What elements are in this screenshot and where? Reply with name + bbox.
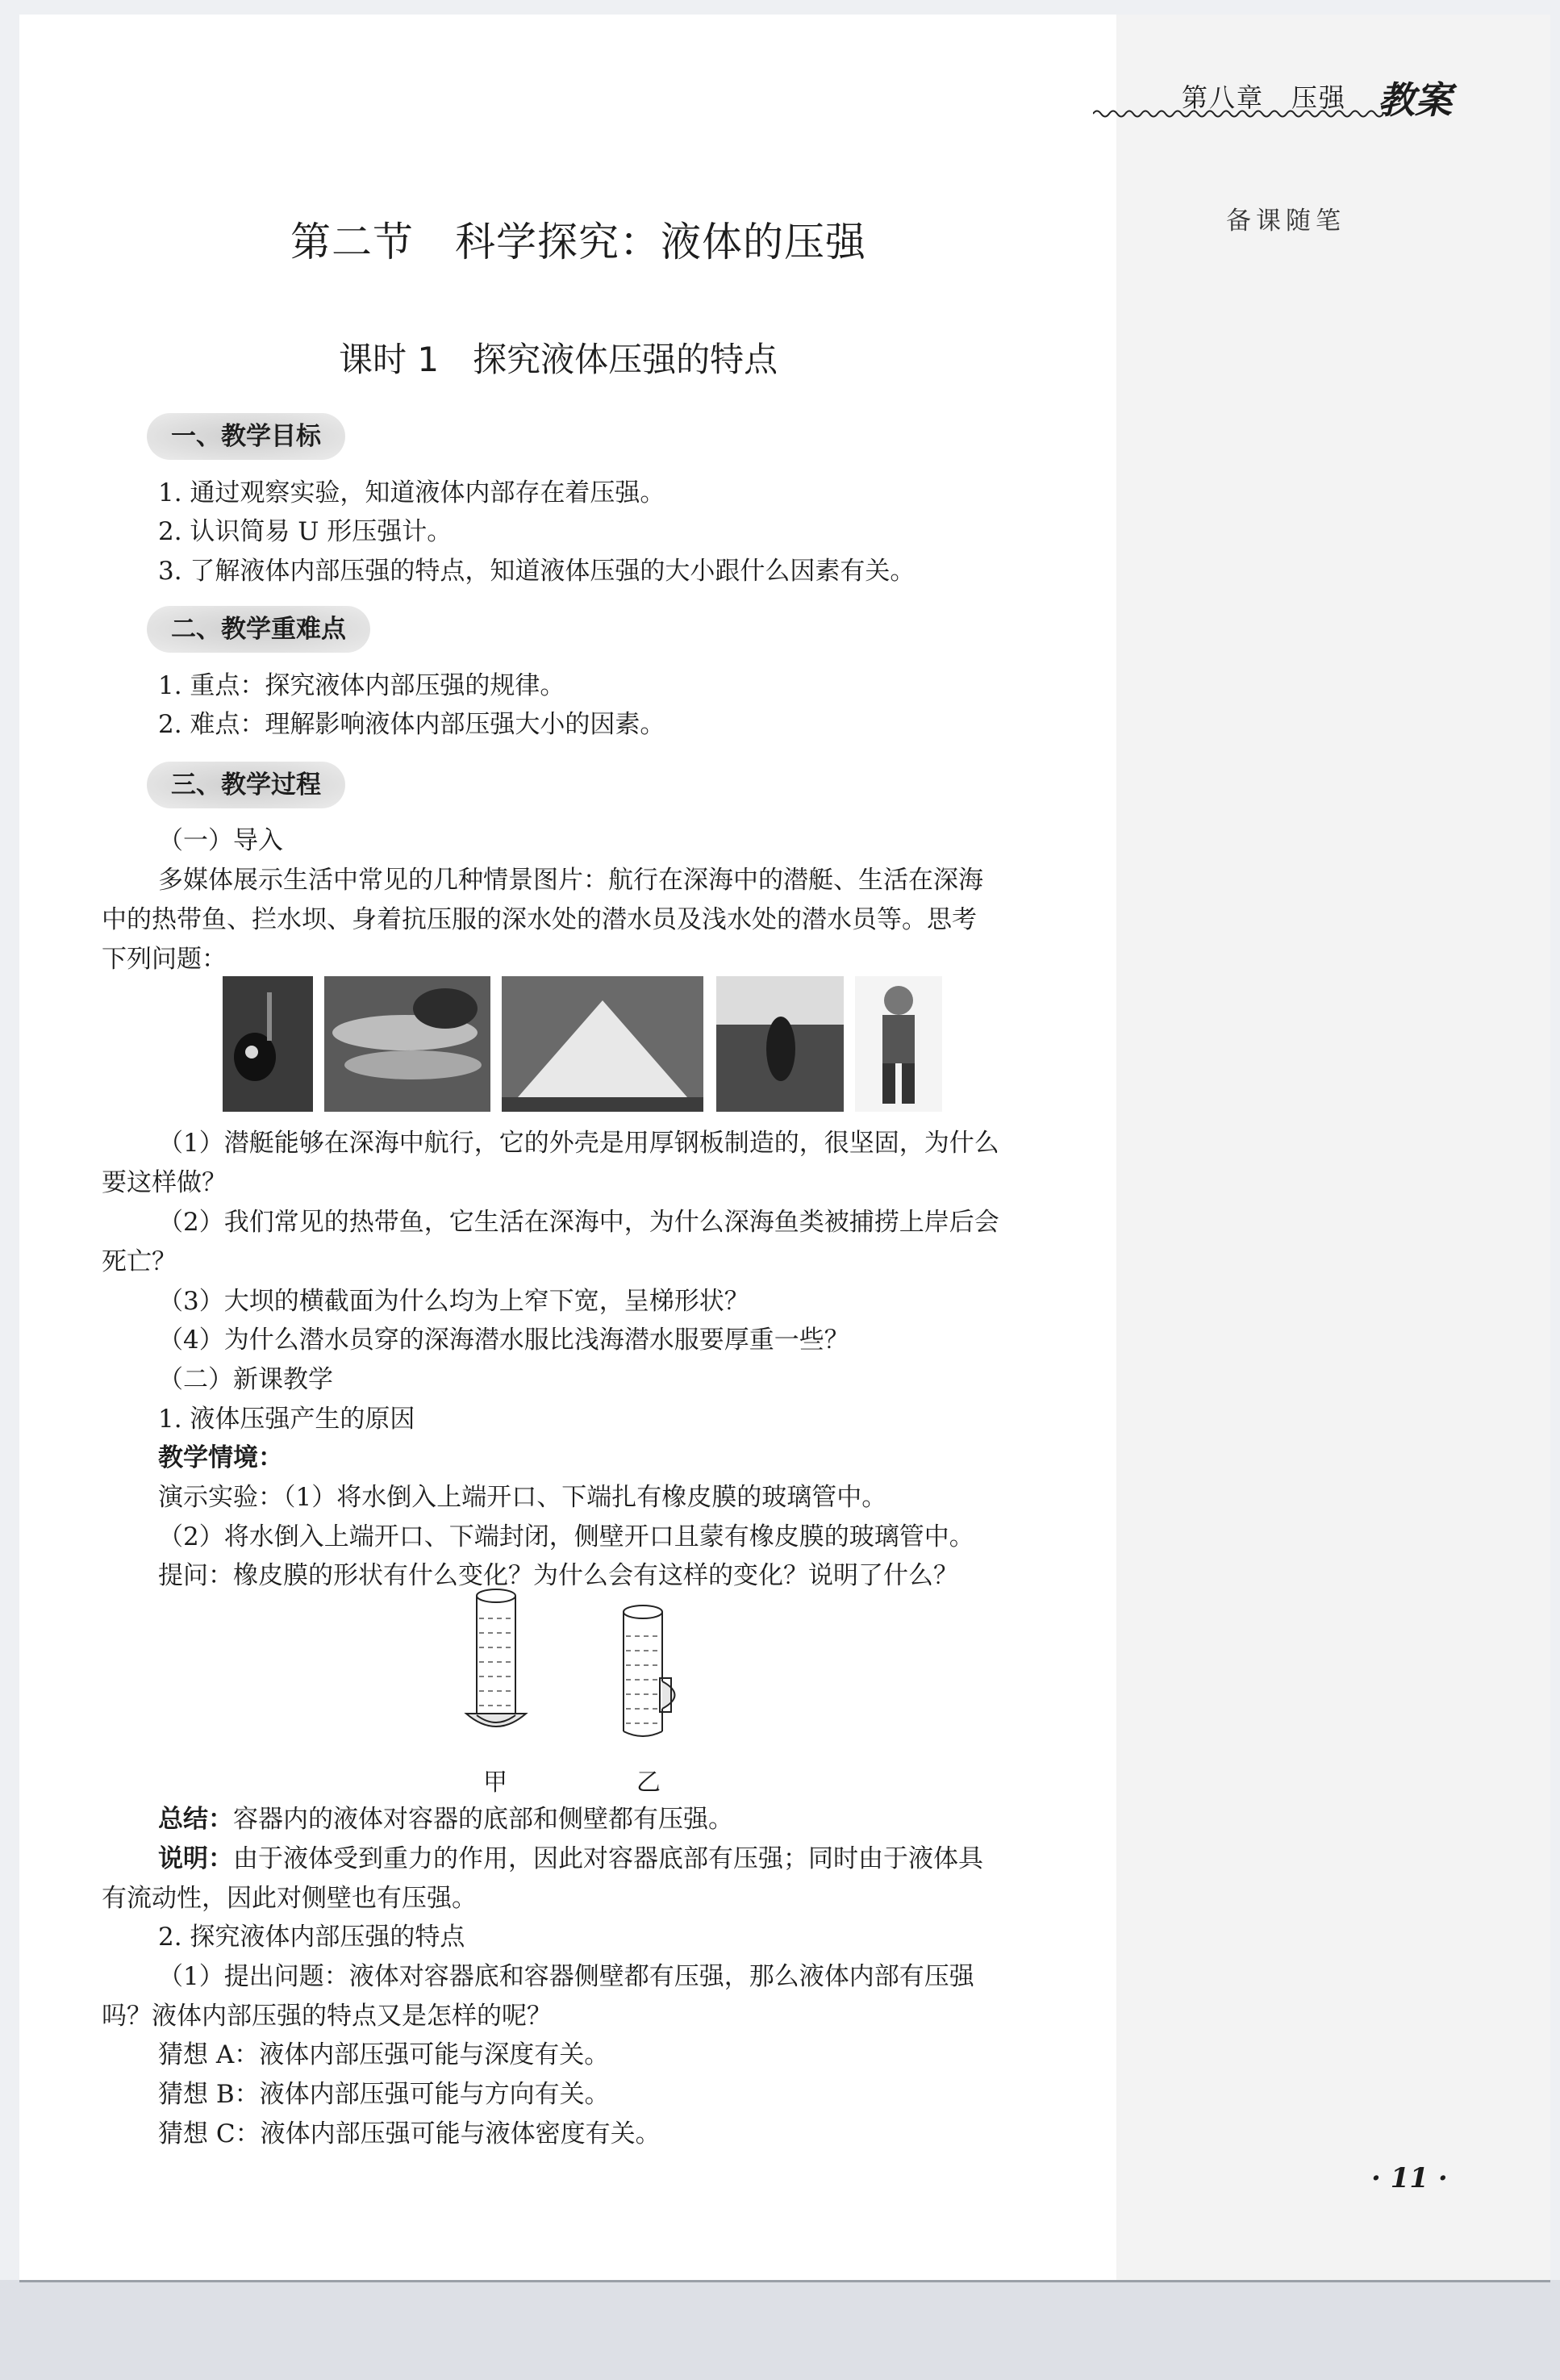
dam-photo-icon [502, 976, 703, 1112]
fish-photo-icon [324, 976, 490, 1112]
section-title: 第二节 科学探究：液体的压强 [290, 219, 866, 265]
intro-heading: （一）导入 [158, 826, 283, 855]
running-header [1093, 71, 1472, 122]
situation-label: 教学情境： [158, 1443, 283, 1472]
hypothesis-line: 猜想 A：液体内部压强可能与深度有关。 [158, 2040, 610, 2069]
key-point-item: 2. 难点：理解影响液体内部压强大小的因素。 [158, 710, 665, 739]
hypothesis-line: 猜想 B：液体内部压强可能与方向有关。 [158, 2080, 610, 2109]
demo-line: 演示实验：（1）将水倒入上端开口、下端扎有橡皮膜的玻璃管中。 [158, 1483, 887, 1512]
submarine-photo-icon [223, 976, 313, 1112]
goal-item: 2. 认识简易 U 形压强计。 [158, 517, 453, 546]
wavy-rule-icon [1093, 108, 1383, 119]
intro-text: 多媒体展示生活中常见的几种情景图片：航行在深海中的潜艇、生活在深海 [158, 866, 983, 895]
question-line: （2）我们常见的热带鱼，它生活在深海中，为什么深海鱼类被捕捞上岸后会 [158, 1208, 999, 1237]
explain-line-2: 有流动性，因此对侧壁也有压强。 [102, 1884, 477, 1913]
tube-side-membrane-figure [607, 1602, 703, 1749]
question-line: 要这样做？ [102, 1168, 227, 1197]
shallow-diver-photo-icon [716, 976, 844, 1112]
chapter-label: 第八章 压强 [1182, 82, 1347, 113]
section-tag-process: 三、教学过程 [147, 762, 345, 808]
question-line: （4）为什么潜水员穿的深海潜水服比浅海潜水服要厚重一些？ [158, 1326, 849, 1355]
goal-item: 1. 通过观察实验，知道液体内部存在着压强。 [158, 478, 665, 507]
explain-text: 由于液体受到重力的作用，因此对容器底部有压强；同时由于液体具 [233, 1844, 983, 1873]
explain-line [158, 1843, 983, 1875]
figure-label-jia: 甲 [483, 1768, 507, 1797]
explain-label: 说明： [158, 1844, 233, 1873]
hypothesis-line: 猜想 C：液体内部压强可能与液体密度有关。 [158, 2119, 661, 2148]
brand-label: 教案 [1378, 78, 1452, 122]
question-line: （3）大坝的横截面为什么均为上窄下宽，呈梯形状？ [158, 1287, 749, 1316]
page-number: · 11 · [1371, 2162, 1448, 2194]
characteristics-heading: 2. 探究液体内部压强的特点 [158, 1923, 465, 1952]
goal-item: 3. 了解液体内部压强的特点，知道液体压强的大小跟什么因素有关。 [158, 557, 916, 586]
question-line: 死亡？ [102, 1247, 177, 1276]
figure-label-yi: 乙 [636, 1768, 661, 1797]
new-lesson-heading: （二）新课教学 [158, 1365, 333, 1394]
cause-heading: 1. 液体压强产生的原因 [158, 1405, 415, 1434]
lesson-notes-label: 备课随笔 [1226, 207, 1345, 236]
key-point-item: 1. 重点：探究液体内部压强的规律。 [158, 671, 565, 700]
demo-line: 提问：橡皮膜的形状有什么变化？为什么会有这样的变化？说明了什么？ [158, 1561, 958, 1590]
notes-margin-column [1116, 15, 1550, 2280]
intro-text: 下列问题： [102, 945, 227, 974]
deep-diver-photo-icon [855, 976, 942, 1112]
section-tag-goals: 一、教学目标 [147, 413, 345, 460]
summary-text: 容器内的液体对容器的底部和侧壁都有压强。 [233, 1805, 733, 1834]
summary-label: 总结： [158, 1805, 233, 1834]
tube-bottom-membrane-figure [452, 1586, 540, 1747]
lesson-subtitle: 课时 1 探究液体压强的特点 [339, 340, 778, 379]
section-tag-key-points: 二、教学重难点 [147, 606, 370, 653]
question-line: （1）潜艇能够在深海中航行，它的外壳是用厚钢板制造的，很坚固，为什么 [158, 1129, 999, 1158]
demo-line: （2）将水倒入上端开口、下端封闭，侧壁开口且蒙有橡皮膜的玻璃管中。 [158, 1522, 974, 1551]
problem-line: 吗？液体内部压强的特点又是怎样的呢？ [102, 2002, 552, 2031]
scanner-bed-bottom [0, 2280, 1560, 2380]
intro-text: 中的热带鱼、拦水坝、身着抗压服的深水处的潜水员及浅水处的潜水员等。思考 [102, 905, 977, 934]
page-bottom-edge [19, 2280, 1550, 2282]
summary-line [158, 1803, 733, 1835]
problem-line: （1）提出问题：液体对容器底和容器侧壁都有压强，那么液体内部有压强 [158, 1962, 974, 1991]
